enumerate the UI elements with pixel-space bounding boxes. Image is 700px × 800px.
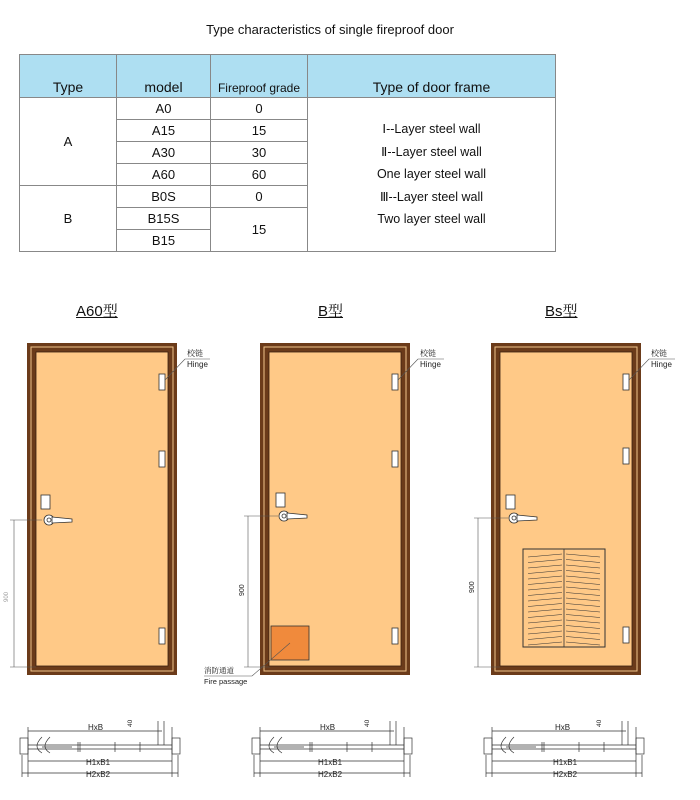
- frame-line: Ⅲ--Layer steel wall: [379, 189, 484, 204]
- hinge-icon: [392, 628, 398, 644]
- plan-frame-right: [172, 738, 180, 754]
- frame-cell: [308, 98, 556, 252]
- door-leaf: [36, 352, 168, 666]
- type-cell-b: B: [20, 186, 117, 252]
- dimension-text: 900: [4, 591, 10, 602]
- hinge-icon: [392, 374, 398, 390]
- model-cell: A60: [117, 164, 211, 186]
- plan-label-bottom: H2xB2: [318, 770, 343, 779]
- dimension-text: 900: [239, 584, 246, 596]
- frame-line: Two layer steel wall: [377, 212, 486, 227]
- door-label-a60: A60型: [76, 303, 118, 320]
- page-title: Type characteristics of single fireproof door: [206, 22, 454, 37]
- header-frame: Type of door frame: [308, 55, 556, 98]
- plan-frame-left: [484, 738, 492, 754]
- spec-table: [19, 54, 556, 252]
- plan-label-mid: H1xB1: [318, 758, 343, 767]
- hinge-label-en: Hinge: [651, 360, 672, 369]
- door-a60: [4, 343, 210, 675]
- grade-cell: 0: [211, 186, 308, 208]
- plan-label-mid: H1xB1: [553, 758, 578, 767]
- hinge-icon: [623, 448, 629, 464]
- hinge-icon: [623, 374, 629, 390]
- table-header-row: [20, 55, 556, 98]
- hinge-label-cn: 校链: [187, 349, 203, 358]
- passage-label-en: Fire passage: [204, 677, 248, 686]
- hinge-label-en: Hinge: [420, 360, 441, 369]
- louvre-vent-icon: [523, 549, 605, 647]
- plan-label-offset: 40: [127, 719, 134, 727]
- passage-label-cn: 消防通道: [204, 666, 234, 675]
- door-label-b: B型: [318, 303, 344, 320]
- table-row: [20, 98, 556, 120]
- model-cell: A30: [117, 142, 211, 164]
- grade-cell: 15: [211, 208, 308, 252]
- model-cell: B15S: [117, 208, 211, 230]
- plan-label-offset: 40: [596, 719, 603, 727]
- hinge-icon: [159, 628, 165, 644]
- frame-line: Ⅰ--Layer steel wall: [382, 122, 481, 137]
- plan-label-top: HxB: [320, 723, 336, 732]
- door-b: [204, 343, 444, 686]
- hinge-icon: [392, 451, 398, 467]
- plan-label-mid: H1xB1: [86, 758, 111, 767]
- header-model: model: [117, 55, 211, 98]
- grade-cell: 60: [211, 164, 308, 186]
- model-cell: B0S: [117, 186, 211, 208]
- plan-frame-left: [20, 738, 28, 754]
- model-cell: B15: [117, 230, 211, 252]
- frame-line: Ⅱ--Layer steel wall: [381, 144, 482, 159]
- frame-line: One layer steel wall: [376, 167, 487, 182]
- door-drawings: [0, 290, 700, 800]
- plan-label-bottom: H2xB2: [553, 770, 578, 779]
- door-leaf: [269, 352, 401, 666]
- model-cell: A15: [117, 120, 211, 142]
- type-cell-a: A: [20, 98, 117, 186]
- hinge-icon: [623, 627, 629, 643]
- plan-label-top: HxB: [88, 723, 104, 732]
- plan-label-top: HxB: [555, 723, 571, 732]
- door-bs: [469, 343, 675, 675]
- grade-cell: 30: [211, 142, 308, 164]
- plan-frame-right: [404, 738, 412, 754]
- grade-cell: 15: [211, 120, 308, 142]
- hinge-label-cn: 校链: [651, 349, 667, 358]
- grade-cell: 0: [211, 98, 308, 120]
- hinge-label-en: Hinge: [187, 360, 208, 369]
- header-grade: Fireproof grade: [211, 55, 308, 98]
- hinge-icon: [159, 451, 165, 467]
- hinge-label-cn: 校链: [420, 349, 436, 358]
- plan-label-bottom: H2xB2: [86, 770, 111, 779]
- dimension-text: 900: [469, 581, 476, 593]
- plan-frame-left: [252, 738, 260, 754]
- door-label-bs: Bs型: [545, 303, 578, 320]
- hinge-icon: [159, 374, 165, 390]
- plan-label-offset: 40: [364, 719, 371, 727]
- model-cell: A0: [117, 98, 211, 120]
- plan-frame-right: [636, 738, 644, 754]
- header-type: Type: [20, 55, 117, 98]
